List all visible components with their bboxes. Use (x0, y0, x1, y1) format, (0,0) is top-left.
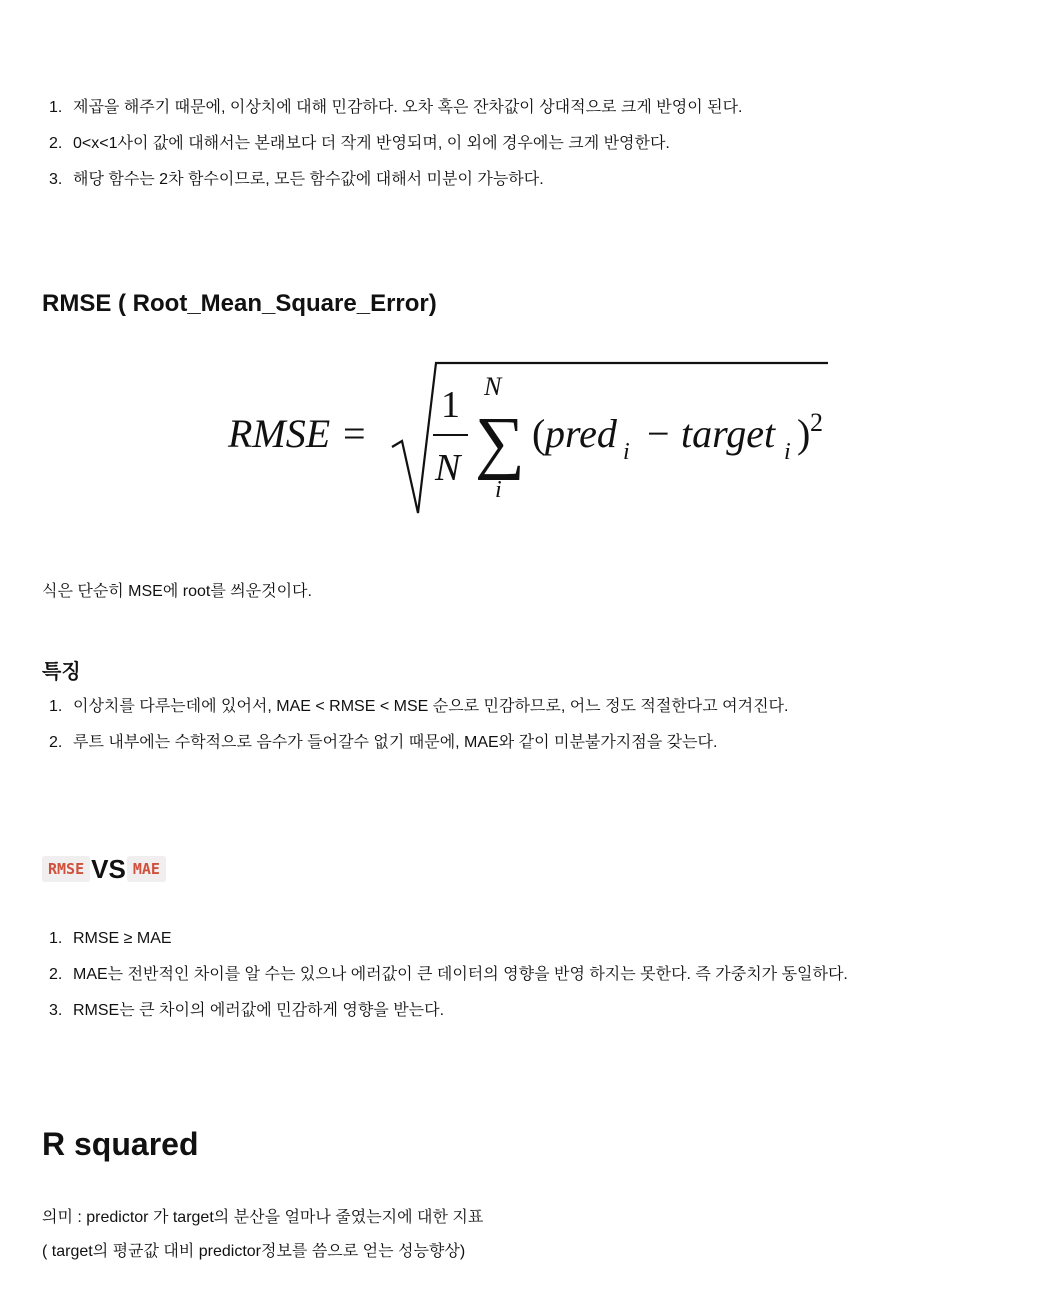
rmse-feature-list (42, 697, 788, 753)
sum-lower: i (495, 477, 502, 503)
formula-exponent: 2 (810, 408, 823, 437)
formula-lparen: ( (532, 411, 546, 456)
list-item: 1. 이상치를 다루는데에 있어서, MAE < RMSE < MSE 순으로 민감하므로, 어느 정도 적절한다고 여겨진다. (49, 698, 789, 715)
formula-lhs: RMSE (228, 411, 331, 456)
formula-pred: pred (545, 411, 617, 456)
r-squared-meaning: 의미 : predictor 가 target의 분산을 얼마나 줄였는지에 대한 지표 (42, 1209, 484, 1226)
formula-rparen: ) (797, 411, 811, 456)
formula-target: target (681, 411, 776, 456)
mae-code-badge: MAE (127, 856, 166, 882)
list-item: 2. 0<x<1사이 값에 대해서는 본래보다 더 작게 반영되며, 이 외에 경우에는 크게 반영한다. (49, 135, 670, 152)
rmse-code-badge: RMSE (42, 856, 90, 882)
list-item: 3. RMSE는 큰 차이의 에러값에 민감하게 영향을 받는다. (49, 1002, 445, 1019)
formula-pred-sub: i (623, 439, 630, 465)
formula-minus: − (647, 411, 670, 456)
formula-numerator: 1 (441, 384, 460, 426)
formula-target-sub: i (784, 439, 791, 465)
comparison-list (42, 929, 848, 1021)
vs-text: VS (91, 854, 126, 884)
rmse-description: 식은 단순히 MSE에 root를 씌운것이다. (42, 583, 312, 600)
sigma-symbol: ∑ (475, 404, 525, 481)
r-squared-note: ( target의 평균값 대비 predictor정보를 씀으로 얻는 성능향상) (42, 1243, 466, 1260)
sum-upper: N (484, 372, 502, 401)
mse-feature-list (42, 98, 742, 190)
formula-denominator: N (435, 447, 461, 489)
rmse-formula-graphic (222, 355, 842, 525)
features-heading: 특징 (42, 661, 81, 683)
rmse-heading: RMSE ( Root_Mean_Square_Error) (42, 290, 437, 317)
rmse-formula (222, 355, 842, 525)
formula-equals: = (343, 411, 366, 456)
list-item: 1. RMSE ≥ MAE (49, 930, 172, 947)
list-item: 1. 제곱을 해주기 때문에, 이상치에 대해 민감하다. 오차 혹은 잔차값이 상대적으로 크게 반영이 된다. (49, 99, 743, 116)
rmse-vs-mae-heading (42, 853, 166, 885)
list-item: 2. 루트 내부에는 수학적으로 음수가 들어갈수 없기 때문에, MAE와 같이 미분불가지점을 갖는다. (49, 734, 718, 751)
r-squared-heading: R squared (42, 1126, 199, 1162)
list-item: 3. 해당 함수는 2차 함수이므로, 모든 함수값에 대해서 미분이 가능하다. (49, 171, 544, 188)
list-item: 2. MAE는 전반적인 차이를 알 수는 있으나 에러값이 큰 데이터의 영향을 반영 하지는 못한다. 즉 가중치가 동일하다. (49, 966, 848, 983)
